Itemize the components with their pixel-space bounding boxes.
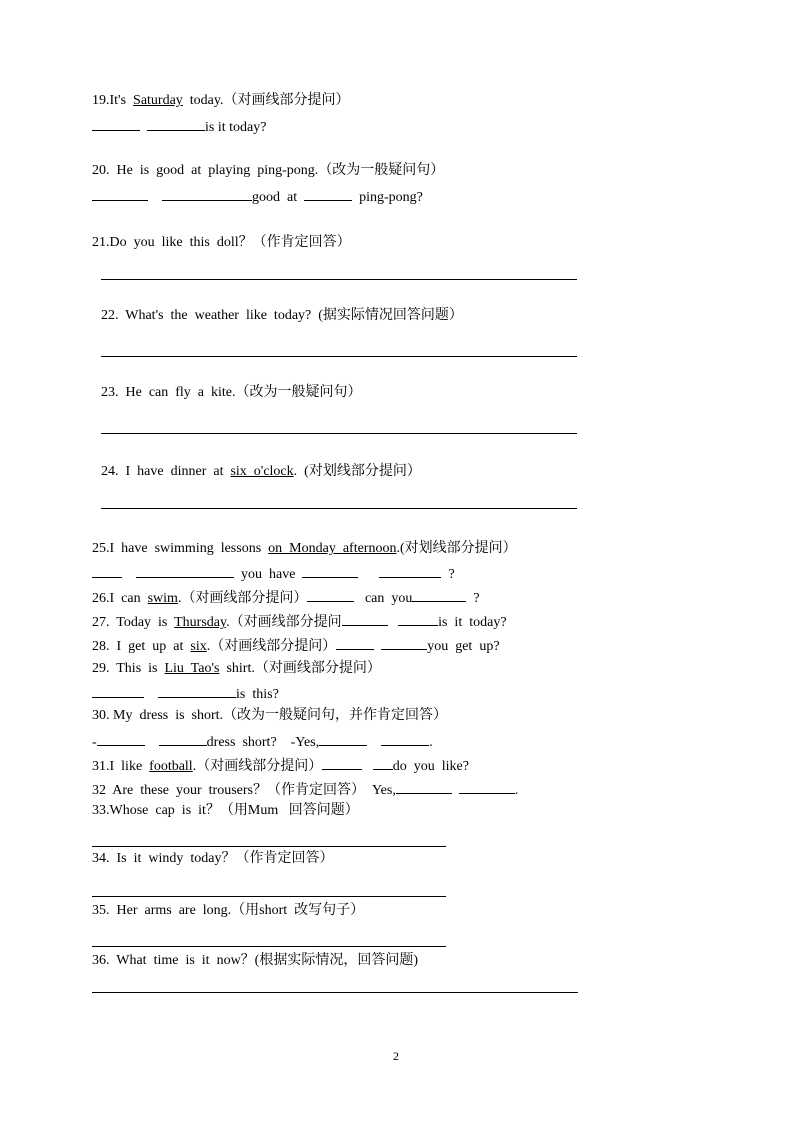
answer-blank[interactable] bbox=[97, 732, 145, 746]
question-20: 20. He is good at playing ping-pong.（改为一般疑问句） bbox=[92, 163, 445, 178]
answer-blank[interactable] bbox=[159, 732, 207, 746]
underlined-key: on Monday afternoon bbox=[268, 541, 397, 556]
answer-20: good at ping-pong? bbox=[92, 187, 423, 205]
question-28: 28. I get up at six.（对画线部分提问） you get up? bbox=[92, 636, 500, 654]
answer-blank[interactable] bbox=[136, 564, 234, 578]
answer-blank[interactable] bbox=[322, 756, 362, 770]
answer-line[interactable] bbox=[92, 896, 446, 897]
answer-blank[interactable] bbox=[147, 117, 205, 131]
question-29: 29. This is Liu Tao's shirt.（对画线部分提问） bbox=[92, 661, 381, 676]
question-27: 27. Today is Thursday.（对画线部分提问 is it today? bbox=[92, 612, 507, 630]
answer-blank[interactable] bbox=[342, 612, 388, 626]
underlined-key: swim bbox=[147, 591, 178, 606]
question-33: 33.Whose cap is it？（用Mum 回答问题） bbox=[92, 803, 359, 818]
answer-blank[interactable] bbox=[92, 117, 140, 131]
answer-blank[interactable] bbox=[92, 564, 122, 578]
answer-blank[interactable] bbox=[162, 187, 252, 201]
underlined-key: Thursday bbox=[174, 615, 227, 630]
answer-line[interactable] bbox=[101, 508, 577, 509]
question-19: 19.It's Saturday today.（对画线部分提问） bbox=[92, 93, 350, 108]
answer-blank[interactable] bbox=[302, 564, 358, 578]
answer-line[interactable] bbox=[101, 356, 577, 357]
answer-30: - dress short? -Yes, . bbox=[92, 732, 433, 750]
answer-blank[interactable] bbox=[158, 684, 236, 698]
underlined-key: six o'clock bbox=[230, 464, 294, 479]
answer-29: is this? bbox=[92, 684, 279, 702]
answer-blank[interactable] bbox=[412, 588, 466, 602]
underlined-key: Saturday bbox=[133, 93, 183, 108]
page-number: 2 bbox=[393, 1049, 399, 1063]
answer-blank[interactable] bbox=[381, 636, 427, 650]
question-23: 23. He can fly a kite.（改为一般疑问句） bbox=[101, 385, 362, 400]
question-21: 21.Do you like this doll？（作肯定回答） bbox=[92, 235, 351, 250]
answer-blank[interactable] bbox=[319, 732, 367, 746]
question-35: 35. Her arms are long.（用short 改写句子） bbox=[92, 903, 365, 918]
answer-blank[interactable] bbox=[379, 564, 441, 578]
underlined-key: football bbox=[149, 759, 193, 774]
question-30: 30. My dress is short.（改为一般疑问句，并作肯定回答） bbox=[92, 708, 448, 723]
answer-blank[interactable] bbox=[381, 732, 429, 746]
answer-blank[interactable] bbox=[459, 780, 515, 794]
answer-blank[interactable] bbox=[396, 780, 452, 794]
answer-19: is it today? bbox=[92, 117, 266, 135]
question-36: 36. What time is it now？(根据实际情况，回答问题) bbox=[92, 953, 418, 968]
question-31: 31.I like football.（对画线部分提问） do you like? bbox=[92, 756, 469, 774]
answer-blank[interactable] bbox=[336, 636, 374, 650]
question-26: 26.I can swim.（对画线部分提问） can you ? bbox=[92, 588, 480, 606]
underlined-key: six bbox=[190, 639, 207, 654]
answer-line[interactable] bbox=[92, 846, 446, 847]
answer-line[interactable] bbox=[101, 279, 577, 280]
question-25: 25.I have swimming lessons on Monday afternoon.(对划线部分提问） bbox=[92, 541, 517, 556]
answer-25: you have ? bbox=[92, 564, 455, 582]
answer-line[interactable] bbox=[101, 433, 577, 434]
answer-line[interactable] bbox=[92, 946, 446, 947]
answer-line[interactable] bbox=[92, 992, 578, 993]
answer-blank[interactable] bbox=[373, 756, 393, 770]
answer-blank[interactable] bbox=[92, 187, 148, 201]
question-22: 22. What's the weather like today? (据实际情况回答问题） bbox=[101, 308, 463, 323]
answer-blank[interactable] bbox=[92, 684, 144, 698]
answer-blank[interactable] bbox=[307, 588, 354, 602]
underlined-key: Liu Tao's bbox=[164, 661, 220, 676]
answer-blank[interactable] bbox=[304, 187, 352, 201]
question-24: 24. I have dinner at six o'clock. (对划线部分提问） bbox=[101, 464, 421, 479]
question-34: 34. Is it windy today？（作肯定回答） bbox=[92, 851, 334, 866]
question-32: 32 Are these your trousers？（作肯定回答） Yes, . bbox=[92, 780, 518, 798]
answer-blank[interactable] bbox=[398, 612, 438, 626]
